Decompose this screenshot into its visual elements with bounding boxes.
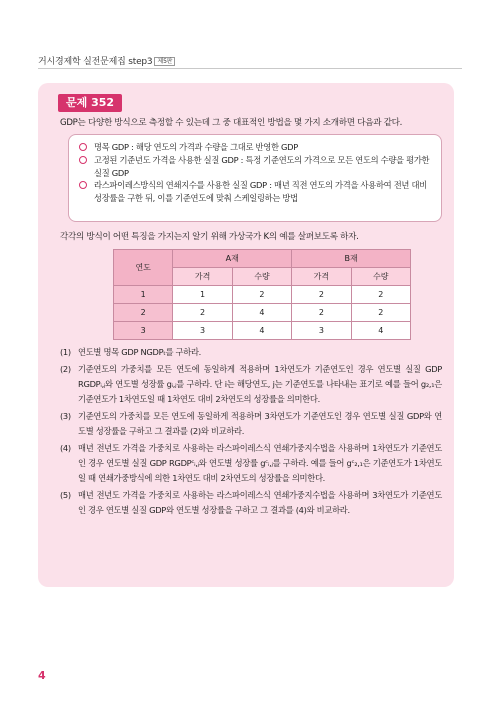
year-cell: 3 [114,322,173,340]
table-cell: 4 [232,322,291,340]
question-item [60,441,442,486]
table-cell: 3 [173,322,232,340]
question-text: 기준연도의 가중치를 모든 연도에 동일하게 적용하며 3차연도가 기준연도인 경우 연도별 실질 GDP와 연도별 성장률을 구하고 그 결과를 (2)와 비교하라. [78,411,442,436]
table-cell: 2 [351,304,410,322]
question-text: 매년 전년도 가격을 가중치로 사용하는 라스파이레스식 연쇄가중지수법을 사용하며 3차연도가 기준연도인 경우 연도별 실질 GDP와 연도별 성장률을 구하고 그 결과를 (4)와 비교하라. [78,490,442,515]
header-divider [38,68,462,69]
question-number: (2) [60,364,71,374]
table-cell: 2 [292,304,351,322]
year-cell: 2 [114,304,173,322]
running-header [38,54,175,67]
table-cell: 4 [232,304,291,322]
table-cell: 3 [292,322,351,340]
sub-header: 수량 [232,268,291,286]
sub-header: 가격 [292,268,351,286]
method-item: 고정된 기준년도 가격을 사용한 실질 GDP : 특정 기준연도의 가격으로 모든 연도의 수량을 평가한 실질 GDP [79,154,433,180]
question-item [60,488,442,518]
sub-header: 가격 [173,268,232,286]
table-cell: 1 [173,286,232,304]
problem-intro: GDP는 다양한 방식으로 측정할 수 있는데 그 중 대표적인 방법을 몇 가지 소개하면 다음과 같다. [60,118,403,128]
question-text: 매년 전년도 가격을 가중치로 사용하는 라스파이레스식 연쇄가중지수법을 사용하며 1차연도가 기준연도인 경우 연도별 실질 GDP RGDPᶜᵢ,ⱼ와 연도별 성장률 gᶜᵢ,ⱼ를 구하라. 예를 들어 gᶜ₂,₁은 기준연도가 1차연도일 때 연쇄가중방식에 의한 1차연도 대비 2차연도의 성장률을 의미한다. [78,443,442,483]
question-text: 연도별 명목 GDP NGDPₜ를 구하라. [78,347,202,357]
question-item [60,362,442,407]
good-a-header: A재 [173,250,292,268]
year-cell: 1 [114,286,173,304]
edition-tag: 제5판 [154,57,175,66]
table-cell: 2 [173,304,232,322]
page-number: 4 [38,669,46,682]
problem-lead: 각각의 방식이 어떤 특징을 가지는지 알기 위해 가상국가 K의 예를 살펴보도록 하자. [60,232,359,242]
good-b-header: B재 [292,250,411,268]
question-number: (1) [60,347,71,357]
circle-bullet-icon [79,181,87,189]
question-number: (4) [60,443,71,453]
table-cell: 2 [292,286,351,304]
circle-bullet-icon [79,156,87,164]
table-row [114,322,411,340]
table-cell: 2 [232,286,291,304]
method-item: 라스파이레스방식의 연쇄지수를 사용한 실질 GDP : 매년 직전 연도의 가격을 사용하여 전년 대비 성장률을 구한 뒤, 이를 기준연도에 맞춰 스케일링하는 방법 [79,179,433,205]
table-row [114,286,411,304]
year-header: 연도 [114,250,173,286]
table-cell: 4 [351,322,410,340]
sub-header: 수량 [351,268,410,286]
question-item [60,345,442,360]
methods-box [68,134,442,222]
table-cell: 2 [351,286,410,304]
question-number: (3) [60,411,71,421]
problem-label: 문제 352 [58,94,122,112]
question-list [60,345,442,520]
question-text: 기준연도의 가중치를 모든 연도에 동일하게 적용하며 1차연도가 기준연도인 경우 연도별 실질 GDP RGDPᵢ,ⱼ와 연도별 성장률 gᵢ,ⱼ를 구하라. 단 i는 해당연도, j는 기준연도를 나타내는 표기로 예를 들어 g₂,₁은 기준연도가 1차연도일 때 1차연도 대비 2차연도의 성장률을 의미한다. [78,364,442,404]
question-number: (5) [60,490,71,500]
table-row [114,304,411,322]
question-item [60,409,442,439]
method-item: 명목 GDP : 해당 연도의 가격과 수량을 그대로 반영한 GDP [79,141,433,154]
book-title: 거시경제학 실전문제집 step3 [38,57,153,67]
price-quantity-table [113,249,411,340]
circle-bullet-icon [79,143,87,151]
